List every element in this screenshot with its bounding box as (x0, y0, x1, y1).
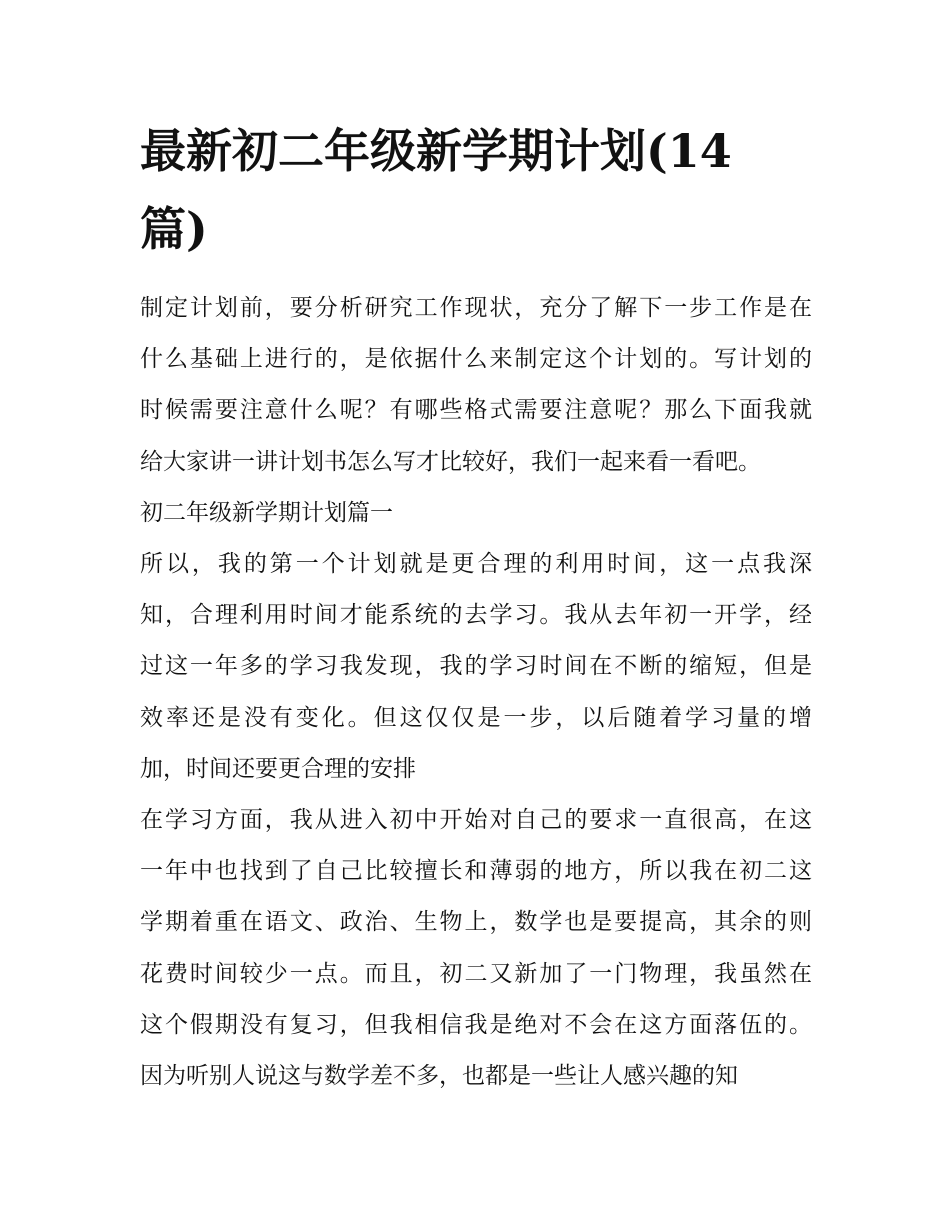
para2-line-6: 因为听别人说这与数学差不多，也都是一些让人感兴趣的知 (140, 1063, 738, 1090)
para2-line-2: 一年中也找到了自己比较擅长和薄弱的地方，所以我在初二这 (140, 858, 812, 885)
para1-line-5: 加，时间还要更合理的安排 (140, 755, 416, 782)
para1-line-3: 过这一年多的学习我发现，我的学习时间在不断的缩短，但是 (140, 653, 812, 680)
intro-line-4: 给大家讲一讲计划书怎么写才比较好，我们一起来看一看吧。 (140, 448, 761, 475)
intro-paragraph (140, 283, 812, 488)
intro-line-1: 制定计划前，要分析研究工作现状，充分了解下一步工作是在 (140, 295, 812, 321)
para2-line-3: 学期着重在语文、政治、生物上，数学也是要提高，其余的则 (140, 909, 812, 936)
para2-line-1: 在学习方面，我从进入初中开始对自己的要求一直很高，在这 (140, 807, 812, 834)
title-line-2: 篇) (140, 202, 208, 256)
title-line-1: 最新初二年级新学期计划(14 (140, 124, 732, 178)
document-title (140, 112, 812, 268)
para2-line-5: 这个假期没有复习，但我相信我是绝对不会在这方面落伍的。 (140, 1011, 812, 1038)
document-body (140, 112, 812, 1102)
para1-line-1: 所以，我的第一个计划就是更合理的利用时间，这一点我深 (140, 551, 812, 578)
para1-line-4: 效率还是没有变化。但这仅仅是一步，以后随着学习量的增 (140, 704, 812, 731)
intro-line-2: 什么基础上进行的，是依据什么来制定这个计划的。写计划的 (140, 346, 812, 373)
intro-line-3: 时候需要注意什么呢？有哪些格式需要注意呢？那么下面我就 (140, 397, 812, 424)
section-heading: 初二年级新学期计划篇一 (140, 499, 393, 526)
paragraph-time-plan (140, 539, 812, 795)
para2-line-4: 花费时间较少一点。而且，初二又新加了一门物理，我虽然在 (140, 960, 812, 987)
paragraph-study-plan (140, 795, 812, 1102)
para1-line-2: 知，合理利用时间才能系统的去学习。我从去年初一开学，经 (140, 602, 812, 629)
